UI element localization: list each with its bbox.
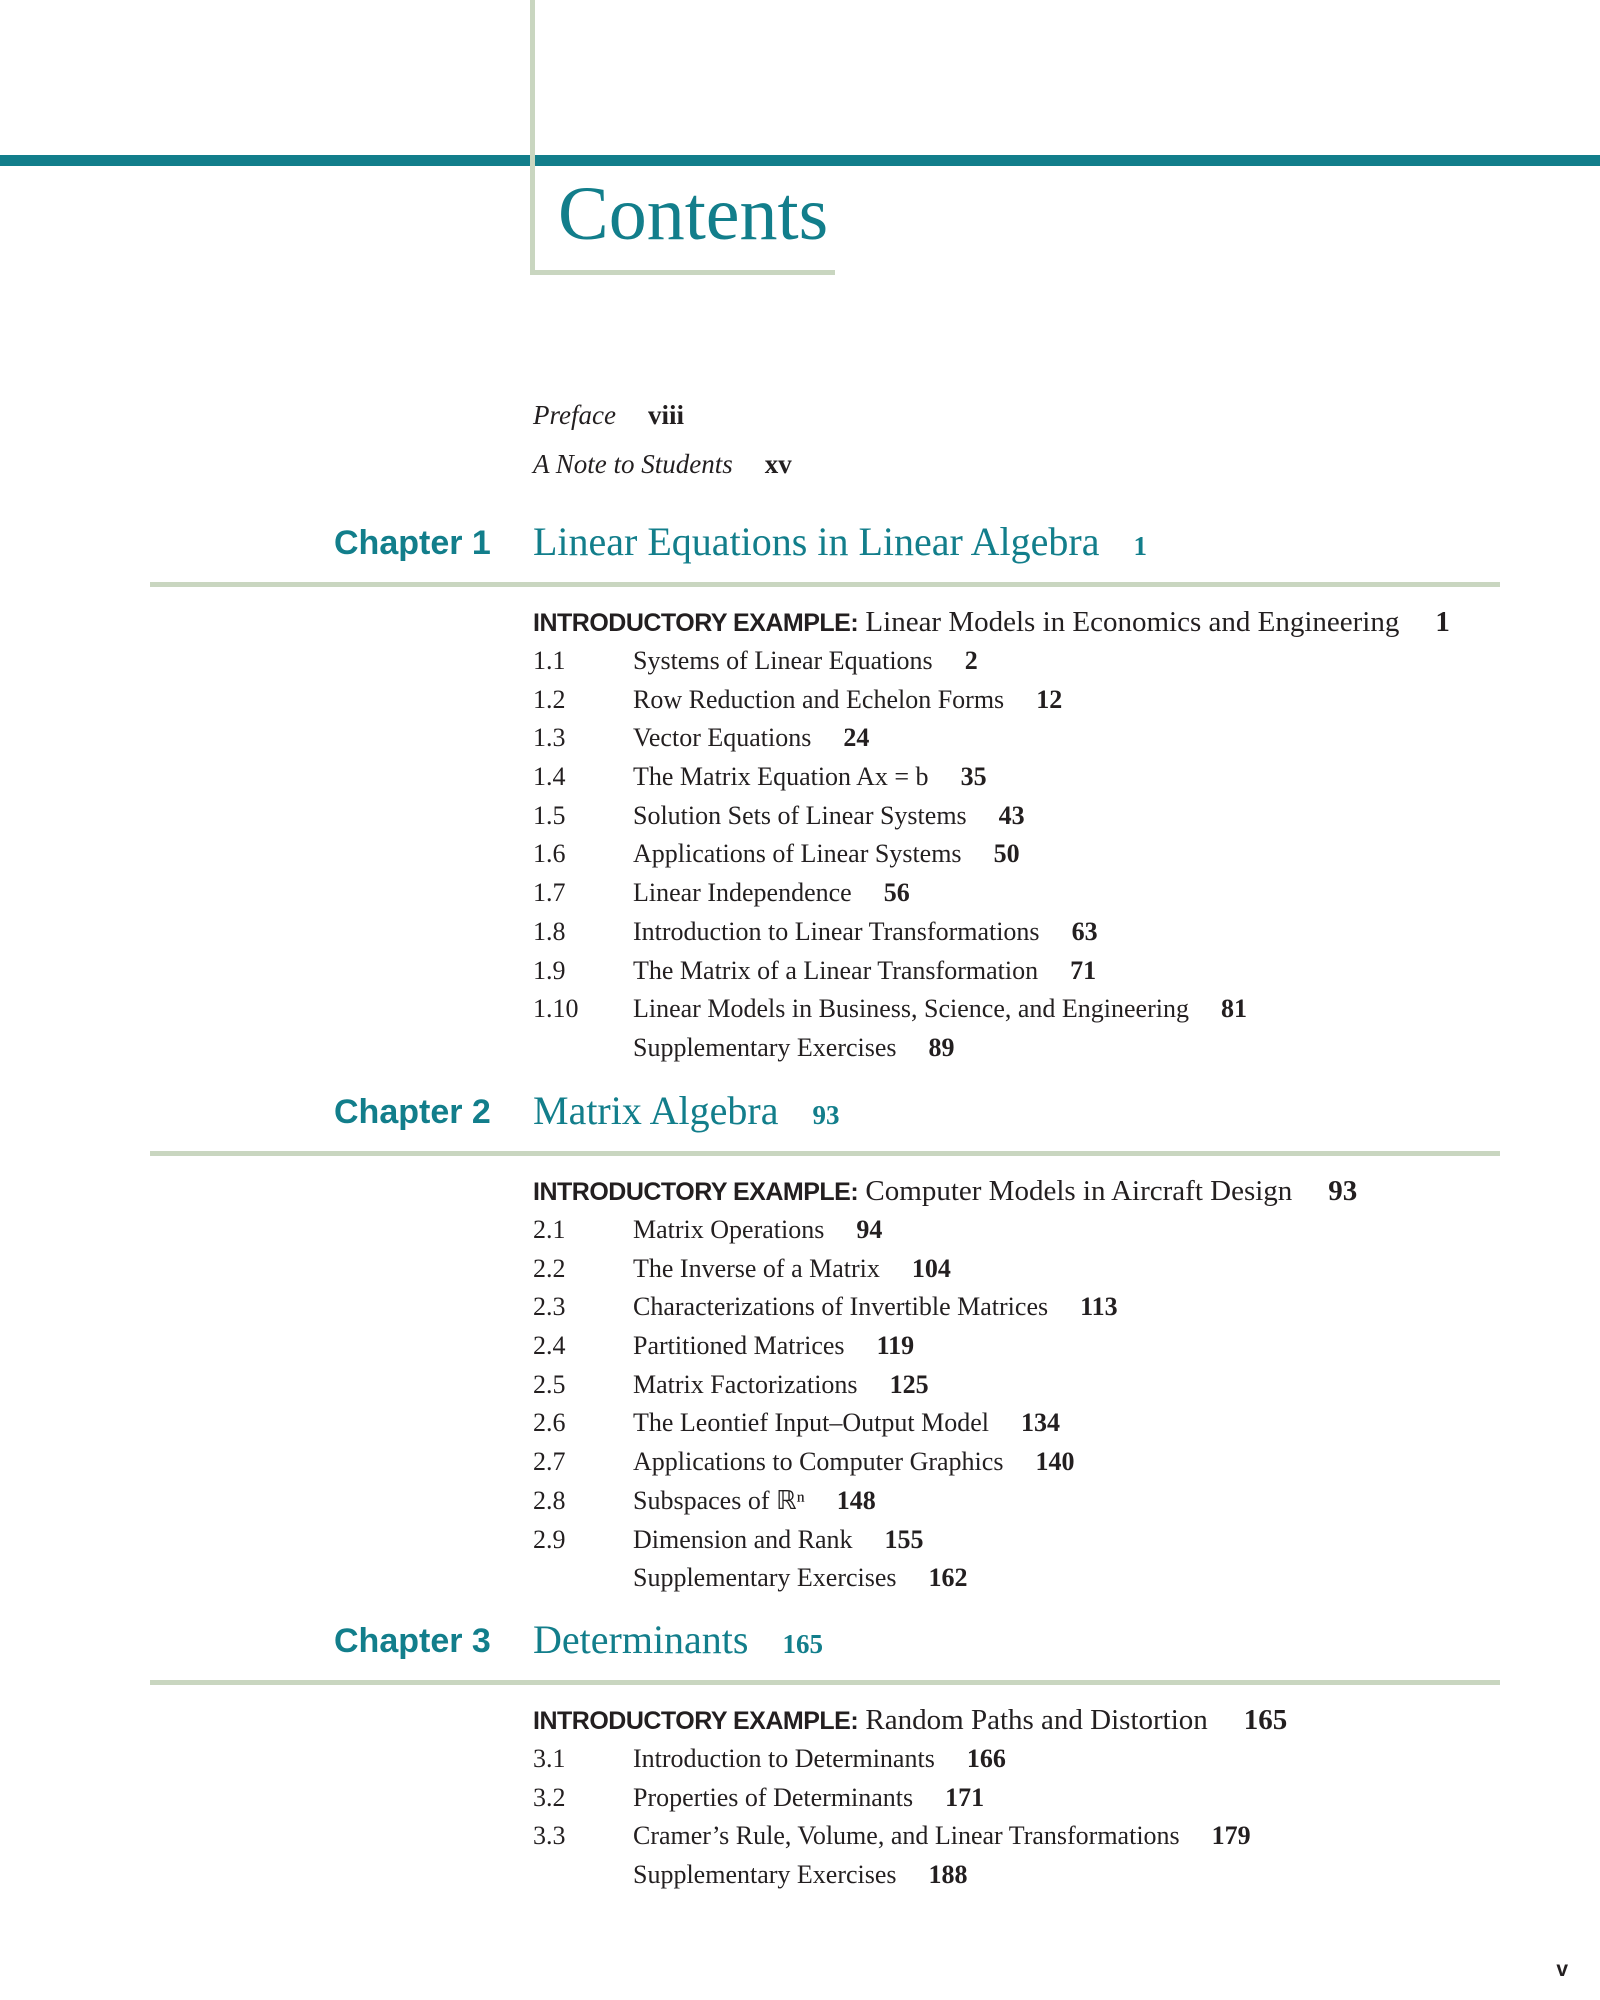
- chapter-title: Determinants: [533, 1617, 749, 1662]
- section-entry: [533, 878, 1450, 917]
- section-title: The Inverse of a Matrix: [633, 1253, 880, 1283]
- chapter-title: Linear Equations in Linear Algebra: [533, 519, 1100, 564]
- section-number: 1.6: [533, 839, 566, 869]
- front-matter-page: xv: [764, 449, 792, 479]
- section-entry: [533, 1292, 1357, 1331]
- section-number: 1.8: [533, 916, 566, 946]
- chapter-label: Chapter 3: [334, 1622, 491, 1660]
- section-number: 1.3: [533, 723, 566, 753]
- section-title: Dimension and Rank: [633, 1524, 853, 1554]
- intro-title: Random Paths and Distortion: [865, 1704, 1208, 1736]
- section-entry: [533, 685, 1450, 724]
- section-entry: [533, 801, 1450, 840]
- chapter-page: 165: [782, 1629, 823, 1659]
- section-title: Linear Models in Business, Science, and Engineering: [633, 994, 1189, 1024]
- chapter-entries: [533, 1175, 1357, 1602]
- section-page: 81: [1220, 994, 1247, 1024]
- section-page: 148: [836, 1485, 876, 1515]
- section-title: Row Reduction and Echelon Forms: [633, 684, 1005, 714]
- intro-label: INTRODUCTORY EXAMPLE:: [533, 1707, 859, 1735]
- section-title: Linear Independence: [633, 878, 852, 908]
- section-page: 155: [884, 1524, 924, 1554]
- section-entry: [533, 1331, 1357, 1370]
- section-entry: [533, 1860, 1287, 1899]
- section-page: 24: [843, 723, 870, 753]
- section-number: 2.2: [533, 1253, 566, 1283]
- section-entry: [533, 1783, 1287, 1822]
- section-title: The Matrix of a Linear Transformation: [633, 955, 1039, 985]
- section-title: The Leontief Input–Output Model: [633, 1408, 989, 1438]
- section-entry: [533, 1215, 1357, 1254]
- front-matter-page: viii: [647, 400, 684, 430]
- intro-label: INTRODUCTORY EXAMPLE:: [533, 1178, 859, 1206]
- chapter-page: 1: [1133, 531, 1147, 561]
- section-entry: [533, 1033, 1450, 1072]
- intro-page: 165: [1243, 1704, 1288, 1736]
- section-page: 140: [1035, 1447, 1075, 1477]
- section-title: Introduction to Determinants: [633, 1744, 935, 1773]
- section-entry: [533, 839, 1450, 878]
- section-page: 104: [911, 1253, 951, 1283]
- chapter-rule: [150, 1151, 1500, 1156]
- section-title: Supplementary Exercises: [633, 1032, 897, 1062]
- section-entry: [533, 917, 1450, 956]
- toc-entry-preface: [533, 400, 684, 431]
- section-entry: [533, 1486, 1357, 1525]
- section-number: 2.9: [533, 1524, 566, 1554]
- toc-entry-note-to-students: [533, 449, 792, 480]
- section-page: 71: [1070, 955, 1097, 985]
- title-frame-vertical-rule: [530, 0, 535, 275]
- section-title: The Matrix Equation Ax = b: [633, 762, 929, 792]
- front-matter-title: Preface: [533, 400, 616, 430]
- front-matter-title: A Note to Students: [533, 449, 733, 479]
- section-title: Matrix Operations: [633, 1215, 825, 1244]
- intro-title: Linear Models in Economics and Engineering: [865, 606, 1400, 638]
- section-number: 2.6: [533, 1408, 566, 1438]
- section-number: 1.1: [533, 646, 566, 675]
- section-number: 3.2: [533, 1782, 566, 1812]
- section-number: 2.3: [533, 1292, 566, 1322]
- section-page: 89: [928, 1032, 955, 1062]
- section-number: 2.4: [533, 1331, 566, 1361]
- section-title: Cramer’s Rule, Volume, and Linear Transformations: [633, 1821, 1180, 1851]
- section-number: 1.2: [533, 684, 566, 714]
- section-page: 56: [883, 878, 910, 908]
- section-page: 113: [1080, 1292, 1118, 1322]
- section-page: 125: [889, 1369, 929, 1399]
- section-page: 50: [993, 839, 1020, 869]
- chapter-rule: [150, 1680, 1500, 1685]
- section-entry: [533, 723, 1450, 762]
- section-number: 1.4: [533, 762, 566, 792]
- chapter-rule: [150, 582, 1500, 587]
- chapter-label: Chapter 1: [334, 524, 491, 562]
- section-page: 171: [945, 1782, 985, 1812]
- chapter-heading: [533, 1087, 840, 1134]
- section-number: 3.1: [533, 1744, 566, 1773]
- section-entry: [533, 1447, 1357, 1486]
- section-title: Subspaces of ℝⁿ: [633, 1485, 805, 1515]
- section-title: Vector Equations: [633, 723, 812, 753]
- intro-title: Computer Models in Aircraft Design: [865, 1175, 1293, 1207]
- page-number: v: [1556, 1958, 1568, 1981]
- section-number: 1.5: [533, 800, 566, 830]
- section-title: Applications of Linear Systems: [633, 839, 962, 869]
- section-title: Supplementary Exercises: [633, 1860, 897, 1890]
- section-number: 2.8: [533, 1485, 566, 1515]
- section-page: 63: [1071, 916, 1098, 946]
- section-title: Supplementary Exercises: [633, 1563, 897, 1593]
- chapter-entries: [533, 1704, 1287, 1899]
- section-page: 12: [1036, 684, 1063, 714]
- section-number: 3.3: [533, 1821, 566, 1851]
- section-entry: [533, 1370, 1357, 1409]
- section-page: 43: [998, 800, 1025, 830]
- section-entry: [533, 646, 1450, 685]
- chapter-entries: [533, 606, 1450, 1072]
- intro-page: 93: [1328, 1175, 1358, 1207]
- section-title: Characterizations of Invertible Matrices: [633, 1292, 1049, 1322]
- chapter-title: Matrix Algebra: [533, 1088, 779, 1133]
- section-page: 166: [966, 1744, 1006, 1773]
- section-entry: [533, 1408, 1357, 1447]
- page-title: Contents: [558, 172, 829, 256]
- chapter-page: 93: [812, 1100, 840, 1130]
- section-page: 188: [928, 1860, 968, 1890]
- section-page: 94: [856, 1215, 883, 1244]
- introductory-example: [533, 1175, 1357, 1215]
- section-title: Properties of Determinants: [633, 1782, 914, 1812]
- chapter-heading: [533, 1616, 823, 1663]
- section-title: Solution Sets of Linear Systems: [633, 800, 967, 830]
- section-entry: [533, 956, 1450, 995]
- section-page: 179: [1211, 1821, 1251, 1851]
- intro-label: INTRODUCTORY EXAMPLE:: [533, 609, 859, 637]
- section-number: 2.1: [533, 1215, 566, 1244]
- introductory-example: [533, 1704, 1287, 1744]
- introductory-example: [533, 606, 1450, 646]
- section-entry: [533, 1254, 1357, 1293]
- section-number: 2.7: [533, 1447, 566, 1477]
- title-frame-horizontal-rule: [530, 270, 835, 275]
- section-entry: [533, 1821, 1287, 1860]
- section-page: 35: [960, 762, 987, 792]
- section-number: 1.9: [533, 955, 566, 985]
- section-number: 2.5: [533, 1369, 566, 1399]
- section-title: Partitioned Matrices: [633, 1331, 845, 1361]
- section-title: Introduction to Linear Transformations: [633, 916, 1040, 946]
- section-page: 134: [1020, 1408, 1060, 1438]
- section-entry: [533, 1525, 1357, 1564]
- section-number: 1.10: [533, 994, 579, 1024]
- section-page: 2: [964, 646, 978, 675]
- section-number: 1.7: [533, 878, 566, 908]
- section-title: Systems of Linear Equations: [633, 646, 933, 675]
- chapter-label: Chapter 2: [334, 1093, 491, 1131]
- section-title: Matrix Factorizations: [633, 1369, 858, 1399]
- section-page: 119: [876, 1331, 915, 1361]
- section-page: 162: [928, 1563, 968, 1593]
- header-color-bar: [0, 155, 1600, 166]
- chapter-heading: [533, 518, 1147, 565]
- intro-page: 1: [1435, 606, 1450, 638]
- section-entry: [533, 994, 1450, 1033]
- section-entry: [533, 762, 1450, 801]
- section-title: Applications to Computer Graphics: [633, 1447, 1004, 1477]
- section-entry: [533, 1744, 1287, 1783]
- section-entry: [533, 1563, 1357, 1602]
